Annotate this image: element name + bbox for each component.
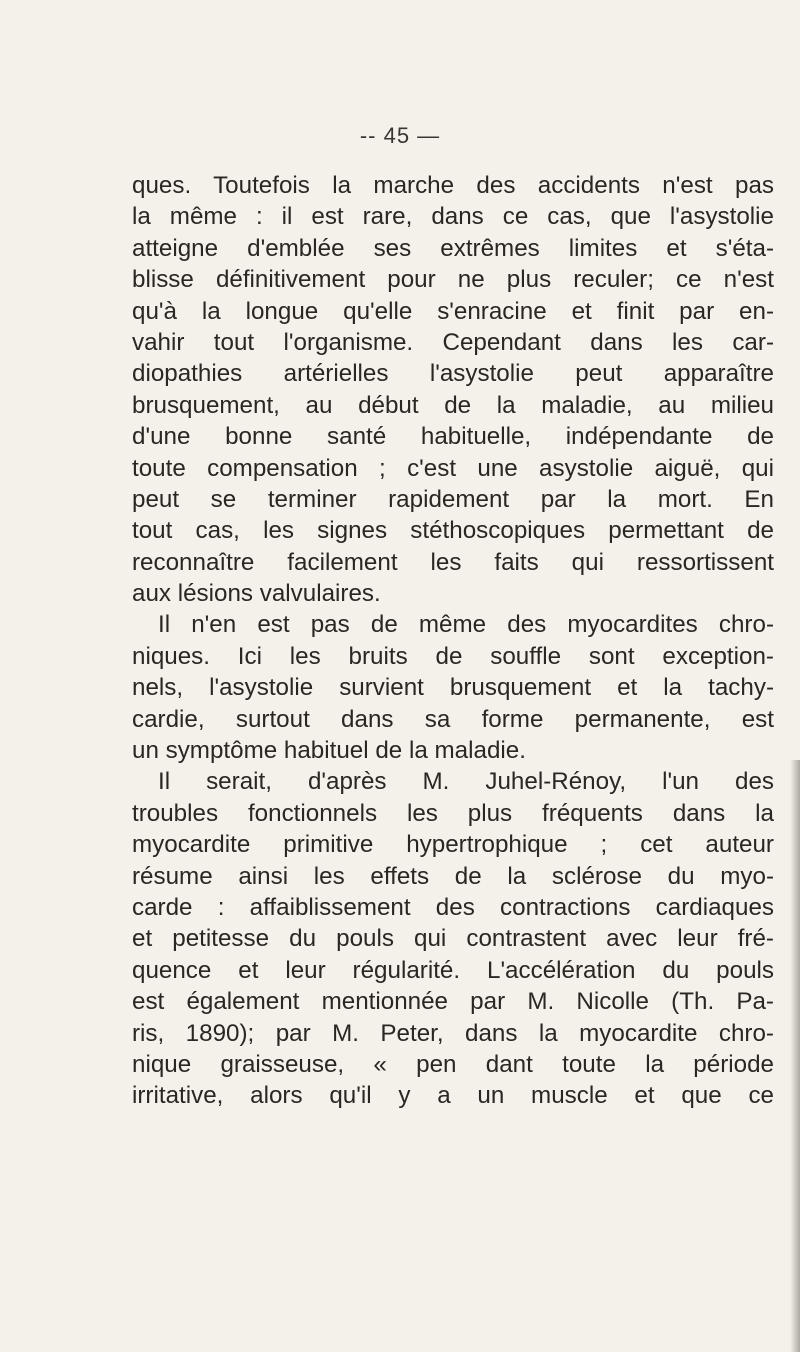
text-line: irritative, alors qu'il y a un muscle et que ce [132, 1082, 774, 1110]
text-line: résume ainsi les effets de la sclérose du myo- [132, 862, 774, 890]
text-line: myocardite primitive hypertrophique ; cet auteur [132, 831, 774, 859]
text-line: brusquement, au début de la maladie, au milieu [132, 391, 774, 419]
text-line: blisse définitivement pour ne plus reculer; ce n'est [132, 266, 774, 294]
text-line: qu'à la longue qu'elle s'enracine et finit par en- [132, 297, 774, 325]
text-line: cardie, surtout dans sa forme permanente, est [132, 705, 774, 733]
text-line: toute compensation ; c'est une asystolie aiguë, qui [132, 454, 774, 482]
text-line: vahir tout l'organisme. Cependant dans les car- [132, 328, 774, 356]
text-line: atteigne d'emblée ses extrêmes limites et s'éta- [132, 234, 774, 262]
text-line: d'une bonne santé habituelle, indépendante de [132, 423, 774, 451]
text-line: Il n'en est pas de même des myocardites chro- [158, 611, 774, 639]
text-line: est également mentionnée par M. Nicolle (Th. Pa- [132, 988, 774, 1016]
text-line: carde : affaiblissement des contractions cardiaques [132, 893, 774, 921]
text-line: niques. Ici les bruits de souffle sont exception- [132, 642, 774, 670]
page-edge-shadow [790, 760, 800, 1352]
text-line: peut se terminer rapidement par la mort. En [132, 485, 774, 513]
page-number: -- 45 — [359, 123, 441, 148]
text-line: Il serait, d'après M. Juhel-Rénoy, l'un des [158, 768, 774, 796]
text-line: ques. Toutefois la marche des accidents n'est pas [132, 172, 774, 199]
text-line: diopathies artérielles l'asystolie peut apparaître [132, 360, 774, 388]
text-line: troubles fonctionnels les plus fréquents dans la [132, 799, 774, 827]
text-line: et petitesse du pouls qui contrastent avec leur fré- [132, 925, 774, 953]
text-line: nels, l'asystolie survient brusquement et la tachy- [132, 674, 774, 702]
text-line: quence et leur régularité. L'accélération du pouls [132, 956, 774, 984]
text-line: ris, 1890); par M. Peter, dans la myocardite chro- [132, 1019, 774, 1047]
text-line: reconnaître facilement les faits qui ressortissent [132, 548, 774, 576]
text-line: la même : il est rare, dans ce cas, que l'asystolie [132, 203, 774, 231]
body-text [132, 170, 774, 1112]
text-line: nique graisseuse, « pen dant toute la période [132, 1050, 774, 1078]
text-line: un symptôme habituel de la maladie. [132, 737, 526, 765]
text-line: tout cas, les signes stéthoscopiques permettant de [132, 517, 774, 545]
text-line: aux lésions valvulaires. [132, 580, 381, 608]
